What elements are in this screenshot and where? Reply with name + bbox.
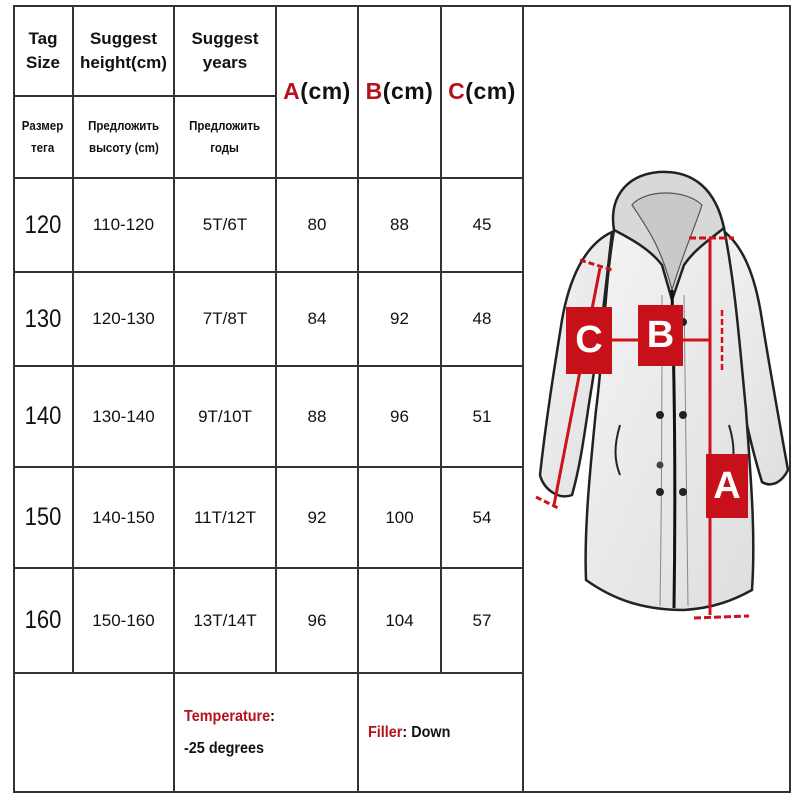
cell-tag: 160 — [24, 606, 62, 634]
temperature-label: Temperature — [184, 707, 271, 725]
header-label: Suggest — [191, 28, 259, 48]
cell-height: 110-120 — [92, 215, 155, 234]
header-col-a — [276, 5, 358, 177]
header-years-ru — [174, 97, 276, 177]
col-letter: C — [448, 77, 466, 104]
cell-a: 80 — [307, 215, 327, 234]
cell-b: 100 — [385, 507, 414, 527]
filler-value: Down — [411, 723, 451, 741]
col-letter: B — [365, 77, 383, 104]
cell-height: 130-140 — [92, 406, 155, 426]
cell-c: 57 — [472, 610, 492, 630]
cell-c: 45 — [472, 215, 492, 234]
header-label: тега — [31, 141, 55, 155]
cell-years: 13T/14T — [193, 610, 257, 630]
cell-years: 9T/10T — [198, 406, 252, 426]
header-label: Size — [25, 52, 61, 72]
col-letter: A — [283, 77, 301, 104]
header-label: Tag — [28, 28, 58, 48]
cell-b: 88 — [390, 215, 409, 234]
header-tag-size — [13, 5, 73, 96]
filler-cell: Filler: Down — [368, 723, 451, 741]
header-label: годы — [210, 141, 240, 155]
measure-label-b: B — [638, 305, 683, 366]
header-col-c — [441, 5, 523, 177]
measure-label-c: C — [566, 307, 612, 374]
measure-label-a: A — [706, 454, 748, 518]
header-col-b — [358, 5, 441, 177]
header-height-ru — [73, 97, 174, 177]
cell-c: 54 — [472, 507, 492, 527]
col-unit: (cm) — [382, 77, 434, 104]
cell-tag: 120 — [24, 210, 62, 239]
header-label: height(cm) — [80, 52, 167, 72]
header-suggest-height — [73, 5, 174, 96]
header-label: высоту (cm) — [88, 141, 159, 155]
header-label: Предложить — [189, 119, 261, 133]
header-suggest-years — [174, 5, 276, 96]
coat-illustration — [524, 170, 790, 640]
col-unit: (cm) — [465, 77, 516, 104]
cell-years: 7T/8T — [202, 309, 248, 328]
cell-years: 11T/12T — [193, 507, 257, 527]
cell-tag: 150 — [24, 503, 62, 531]
cell-c: 51 — [472, 406, 492, 426]
cell-height: 120-130 — [92, 309, 155, 328]
cell-tag: 140 — [24, 402, 62, 430]
header-label: years — [202, 52, 248, 72]
cell-b: 96 — [390, 406, 409, 426]
header-tag-size-ru — [13, 97, 73, 177]
header-label: Suggest — [89, 28, 158, 48]
cell-c: 48 — [472, 309, 492, 328]
cell-a: 88 — [307, 406, 327, 426]
filler-label: Filler — [368, 723, 403, 741]
header-label: Размер — [22, 119, 64, 133]
temperature-value: -25 degrees — [184, 739, 265, 757]
header-label: Предложить — [88, 119, 159, 133]
col-unit: (cm) — [300, 77, 351, 104]
cell-a: 92 — [307, 507, 327, 527]
cell-years: 5T/6T — [202, 215, 248, 234]
cell-height: 150-160 — [92, 610, 155, 630]
cell-tag: 130 — [24, 304, 62, 333]
cell-b: 92 — [390, 309, 409, 328]
temperature-cell: Temperature: -25 degrees — [184, 707, 275, 757]
cell-height: 140-150 — [92, 507, 155, 527]
cell-b: 104 — [385, 610, 414, 630]
cell-a: 96 — [307, 610, 327, 630]
cell-a: 84 — [307, 309, 327, 328]
